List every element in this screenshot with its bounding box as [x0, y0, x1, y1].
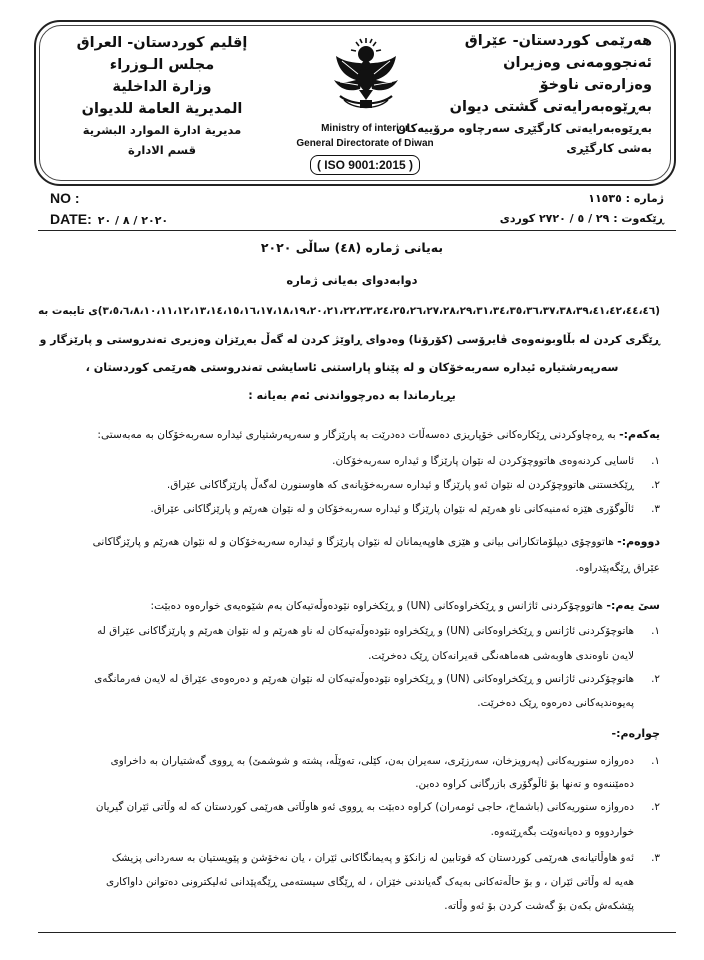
section-4-label: چوارەم:- [611, 727, 660, 740]
section-2-label: دووەم:- [617, 535, 660, 548]
item-text: ئەو هاوڵاتیانەی هەرێمی کوردستان کە قوتابین لە زانکۆ و پەیمانگاکانی ئێران ، یان نەخۆشن و پێویستیان بە سەردانی پزیشک [111, 852, 634, 864]
item-number: ١. [651, 625, 660, 637]
item-text: هاتوچۆکردنی ئاژانس و ڕێکخراوەکانی (UN) و ڕێکخراوە نێودەوڵەتیەکان لە ناو هەرێم و لە نێوان هەرێم و پارێزگاکانی عێراق لە [97, 625, 634, 637]
header-arabic-line5: مديرية ادارة الموارد البشرية [82, 123, 242, 137]
header-divider [38, 230, 676, 231]
statement-line-2: ڕێگری کردن لە بڵاوبونەوەی ڤایرۆسی (کۆرۆنا) وەدوای ڕاوێژ کردن لە گەڵ بەڕێزان وەزیری تەندروستی و پارێزگار و [39, 333, 660, 346]
section-1-text: بە ڕەچاوکردنی ڕێکارەکانی خۆپاریزی دەسەڵات دەدرێت بە پارێزگار و سەرپەرشتیاری ئیدارە سەربەخۆکان بە مەبەستی: [97, 429, 620, 441]
document-number: ژمارە : ١١٥٣٥ [588, 192, 664, 205]
item-number: ٢. [651, 479, 660, 491]
header-arabic-line1: إقليم كوردستان- العراق [76, 35, 248, 51]
header-arabic-line3: وزارة الداخلية [112, 79, 212, 95]
no-label: NO : [50, 190, 80, 206]
section-3-label: سێ یەم:- [606, 599, 660, 612]
statement-numbers-line: (٣،٥،٦،٨،١٠،١١،١٢،١٣،١٤،١٥،١٦،١٧،١٨،١٩،٢٠،٢١،٢٢،٢٣،٢٤،٢٥،٢٦،٢٧،٢٨،٢٩،٣١،٣٤،٣٥،٣٦،٣٧،٣٨،٣٩،٤١،٤٢،٤٤،٤٦)ی تایبەت بە [38, 305, 660, 317]
section-3-item-1 [97, 625, 660, 637]
item-text: ئاسایی کردنەوەی هاتووچۆکردن لە نێوان پارێزگا و ئیدارە سەربەخۆکان. [332, 455, 634, 467]
item-number: ١. [651, 755, 660, 767]
section-4-heading [612, 727, 660, 740]
section-1-item-2 [167, 479, 660, 491]
section-4-item-1-continuation: دەمێننەوە و تەنها بۆ ئاڵوگۆری بازرگانی کراوە دەبن. [415, 778, 634, 790]
header-kurdish-line2: ئەنجوومەنی وەزیران [503, 55, 652, 71]
section-4-item-1 [111, 755, 660, 767]
kurdistan-eagle-emblem-icon [318, 34, 414, 116]
footer-divider [38, 932, 676, 933]
section-3-item-2 [94, 673, 660, 685]
header-kurdish-line1: هەرێمی کوردستان- عێراق [464, 33, 652, 49]
section-2-heading [93, 535, 660, 548]
header-kurdish-line3: وەزارەتی ناوخۆ [539, 77, 652, 93]
statement-title: بەیانی ژمارە (٤٨) ساڵی ٢٠٢٠ [260, 240, 444, 255]
section-3-heading [151, 599, 661, 612]
header-kurdish-line5: بەڕێوەبەرایەتی کارگێڕی سەرچاوە مرۆییەکان [396, 121, 652, 135]
item-text: ڕێکخستنی هاتووچۆکردن لە نێوان ئەو پارێزگا و ئیدارە سەربەخۆیانەی کە هاوسنورن لەگەڵ پارێزگاکانی عێراق. [166, 479, 634, 491]
document-reference-date: ڕێکەوت : ٢٩ / ٥ / ٢٧٢٠ کوردی [499, 212, 664, 225]
ministry-name: Ministry of interior [321, 123, 409, 134]
header-arabic-line2: مجلس الـوزراء [109, 57, 215, 73]
section-2-continuation: عێراق ڕێگەپێدراوە. [575, 562, 660, 574]
item-number: ١. [651, 455, 660, 467]
item-text: ئاڵوگۆری هێزە ئەمنیەکانی ناو هەرێم لە نێوان پارێزگا و ئیدارە سەربەخۆکان و لە نێوان هەرێم و پارێزگاکانی عێراق. [150, 503, 634, 515]
item-text: هاتوچۆکردنی ئاژانس و ڕێکخراوەکانی (UN) و ڕێکخراوە نێودەوڵەتیەکان لە نێوان هەرێم و دەرەوەی عێراق لە لایەن فەرمانگەی [94, 673, 634, 685]
item-text: دەروازە سنوریەکانی (پەرویزخان، سەرزێری، سەیران بەن، کێلی، تەوێڵە، پشتە و شوشمێ) بە ڕووی گەشتیاران بە داخراوی [110, 755, 634, 767]
section-4-item-3-line-2: هەیە لە وڵاتی ئێران ، و بۆ حاڵەتەکانی بەیەک گەیاندنی خێزان ، لە ڕێگای سیستەمی ڕێگەپێدانی ئەلیکترونی دەتوانن داواکاری [106, 876, 634, 888]
section-4-item-3 [112, 852, 660, 864]
date-field [50, 211, 168, 227]
section-4-item-3-line-3: پێشکەش بکەن بۆ گەشت کردن بۆ ئەو وڵاتە. [444, 900, 634, 912]
section-4-item-2 [96, 801, 660, 813]
header-kurdish-line4: بەڕێوەبەرایەتی گشتی دیوان [449, 99, 652, 115]
section-3-item-2-continuation: پەیوەندیەکانی دەرەوە ڕێک دەخرێت. [477, 697, 634, 709]
item-number: ٢. [651, 801, 660, 813]
item-number: ٣. [651, 503, 660, 515]
date-label: DATE: [50, 211, 92, 227]
header-arabic-line4: المديرية العامة للديوان [81, 101, 243, 117]
section-1-item-1 [332, 455, 660, 467]
letterhead-arabic [52, 32, 272, 160]
section-1-label: یەکەم:- [619, 428, 660, 441]
header-arabic-line6: قسم الادارة [127, 143, 196, 157]
statement-line-4: بڕیارماندا بە دەرچوواندنی ئەم بەیانە : [248, 389, 456, 402]
section-1-item-3 [151, 503, 660, 515]
section-2-text: هاتووچۆی دیپلۆماتکارانی بیانی و هێزی هاوپەیمانان لە نێوان پارێزگا و ئیدارە سەربەخۆکان و لە نێوان هەرێم و پارێزگاکانی [92, 536, 618, 548]
date-value: ٢٠٢٠ / ٨ / ٢٠ [97, 214, 169, 227]
statement-subtitle: دوابەدوای بەیانی ژمارە [286, 273, 418, 287]
ministry-english-block [270, 121, 460, 175]
item-text: دەروازە سنوریەکانی (باشماخ، حاجی ئومەران) کراوە دەبێت بە ڕووی ئەو هاوڵاتی هەرێمی کوردستان کە لە وڵاتی ئێران گیریان [95, 801, 634, 813]
item-number: ٣. [651, 852, 660, 864]
iso-badge: ( ISO 9001:2015 ) [310, 155, 420, 175]
section-3-text: هاتووچۆکردنی ئاژانس و ڕێکخراوەکانی (UN) و ڕێکخراوە نێودەوڵەتیەکان بەم شێوەیەی خوارەوە دەبێت: [150, 600, 607, 612]
directorate-name: General Directorate of Diwan [296, 138, 434, 149]
header-kurdish-line6: بەشی کارگێڕی [566, 141, 652, 155]
statement-line-3: سەرپەرشتیارە ئیدارە سەربەخۆکان و لە پێناو پاراستنی ئاسایشی تەندروستی هەرێمی کوردستان ، [85, 361, 619, 374]
section-4-item-2-continuation: خواردووە و دەیانەوێت بگەڕێنەوە. [490, 826, 634, 838]
section-3-item-1-continuation: لایەن ناوەندی هاوبەشی هەماهەنگی قەیرانەکان ڕێک دەخرێت. [368, 650, 634, 662]
section-1-heading [97, 428, 660, 441]
item-number: ٢. [651, 673, 660, 685]
